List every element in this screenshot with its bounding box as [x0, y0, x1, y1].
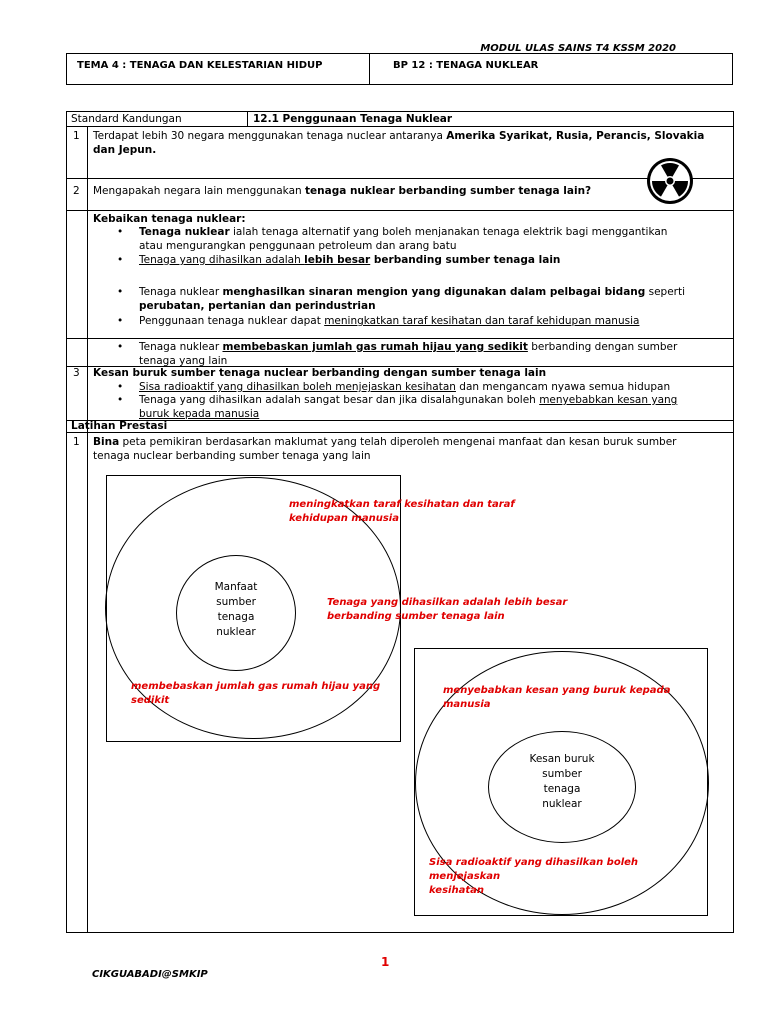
kebaikan-item-5: • Tenaga nuklear membebaskan jumlah gas rumah hijau yang sedikit berbanding dengan sumber tenaga yang lain [139, 340, 729, 368]
kebaikan-item-4: • Penggunaan tenaga nuklear dapat meningkatkan taraf kesihatan dan taraf kehidupan manusia [139, 314, 639, 328]
kesan-item-1: • Sisa radioaktif yang dihasilkan boleh menjejaskan kesihatan dan mengancam nyawa semua hidupan [139, 380, 670, 394]
map2-answer-2: Sisa radioaktif yang dihasilkan boleh menjejaskan kesihatan [429, 857, 639, 896]
row3-title: Kesan buruk sumber tenaga nuclear berbanding dengan sumber tenaga lain [93, 367, 547, 379]
bp-label: BP 12 : TENAGA NUKLEAR [393, 60, 539, 71]
map1-answer-2: Tenaga yang dihasilkan adalah lebih besar berbanding sumber tenaga lain [327, 597, 568, 622]
kebaikan-title: Kebaikan tenaga nuklear: [93, 213, 246, 225]
sk-label: Standard Kandungan [71, 113, 182, 125]
radiation-icon [645, 156, 695, 206]
tema-label: TEMA 4 : TENAGA DAN KELESTARIAN HIDUP [77, 60, 323, 71]
row4-num: 1 [73, 436, 80, 448]
row1-num: 1 [73, 130, 80, 142]
kebaikan-item-3: • Tenaga nuklear menghasilkan sinaran mengion yang digunakan dalam pelbagai bidang seperti perubatan, pertanian dan perindustrian [139, 285, 729, 313]
map2-box [414, 648, 708, 916]
row3-num: 3 [73, 367, 80, 379]
map2-answer-1: menyebabkan kesan yang buruk kepada manusia [443, 685, 671, 710]
latihan-title: Latihan Prestasi [71, 420, 168, 432]
kebaikan-item-1: • Tenaga nuklear ialah tenaga alternatif yang boleh menjanakan tenaga elektrik bagi menggantikan atau mengurangkan penggunaan petroleum dan arang batu [139, 225, 729, 253]
kebaikan-item-2: • Tenaga yang dihasilkan adalah lebih besar berbanding sumber tenaga lain [139, 253, 560, 267]
map1-answer-1: meningkatkan taraf kesihatan dan taraf kehidupan manusia [289, 499, 515, 524]
map1-answer-3: membebaskan jumlah gas rumah hijau yang sedikit [131, 681, 381, 706]
sk-value: 12.1 Penggunaan Tenaga Nuklear [253, 113, 453, 125]
map2-center-label: Kesan buruk sumber tenaga nuklear [529, 753, 595, 810]
row2-question: Mengapakah negara lain menggunakan tenaga nuklear berbanding sumber tenaga lain? [93, 185, 592, 197]
header-box [66, 53, 733, 85]
page-number: 1 [381, 955, 390, 969]
row1-text: Terdapat lebih 30 negara menggunakan tenaga nuclear antaranya Amerika Syarikat, Rusia, Perancis, Slovakia dan Jepun. [93, 130, 705, 156]
content-table [66, 111, 734, 933]
module-title: MODUL ULAS SAINS T4 KSSM 2020 [480, 43, 676, 54]
kesan-item-2: • Tenaga yang dihasilkan adalah sangat besar dan jika disalahgunakan boleh menyebabkan kesan yang buruk kepada manusia [139, 393, 729, 421]
map1-center-label: Manfaat sumber tenaga nuklear [214, 581, 258, 638]
row4-instruction: Bina peta pemikiran berdasarkan maklumat yang telah diperoleh mengenai manfaat dan kesan buruk sumber tenaga nuclear berbanding sumber tenaga yang lain [93, 436, 677, 462]
row2-num: 2 [73, 185, 80, 197]
author-footer: CIKGUABADI@SMKIP [92, 969, 208, 980]
